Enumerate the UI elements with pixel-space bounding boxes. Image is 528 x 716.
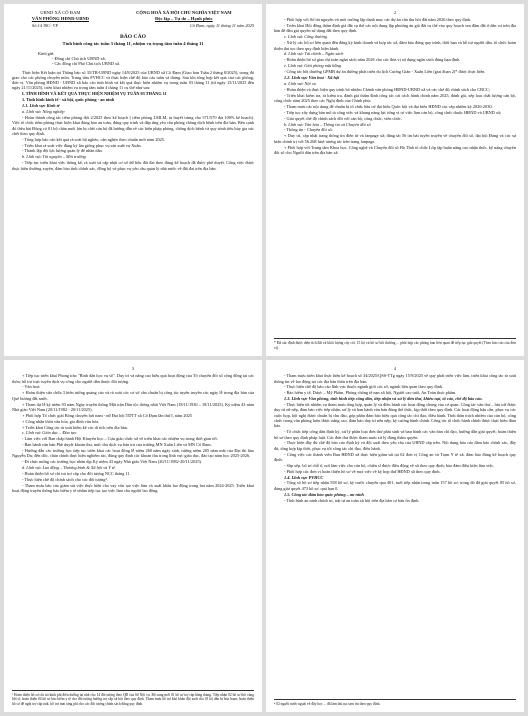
footnote-text: * Đã xác định được diện tích đất và khối lượng cây cối, 15 hộ và hồ sơ bồi thường ... phối hợp các phòng ban liên quan để tiếp tục giải quyết (Theo báo cáo của đơn vị). bbox=[274, 341, 516, 350]
paragraph: 1.3. Lĩnh vực Văn phòng, tình hình tiếp công dân, tiếp nhận và xử lý đơn thư, khiếu nại, tố cáo, chế độ báo cáo. bbox=[284, 396, 483, 402]
paragraph: - Hoàn thiện và thực hiện quy trình bổ nhiệm Chánh văn phòng HĐND-UBND xã và các chế độ chính sách cho CBCC; bbox=[284, 86, 490, 92]
document-page-3 bbox=[4, 360, 262, 712]
paragraph: - Phối hợp các đơn vị hoàn thiện hồ sơ về mọi việc về kỳ họp thứ HĐND xã theo quy định. bbox=[284, 468, 441, 474]
report-title: BÁO CÁO bbox=[120, 34, 146, 41]
paragraph: 1.4. Lĩnh vực PVHCC bbox=[284, 474, 324, 480]
issuing-agency bbox=[12, 10, 109, 21]
document-reference-row bbox=[12, 23, 254, 28]
document-number: Số:14 /BC- VP bbox=[32, 23, 58, 29]
footnote bbox=[12, 690, 254, 706]
paragraph: + Phối hợp Tổ chức giải Bóng chuyền hơi nam - nữ Đại hội TDTT xã Cổ Đạm lần thứ I, năm 2025 bbox=[22, 412, 192, 418]
paragraph: - Tham mưu các nội dung để chuẩn bị tổ chức bầu cử đại biểu Quốc hội và đại biểu HĐND các cấp nhiệm kỳ 2026-2030; bbox=[284, 103, 493, 109]
paragraph: - Bảo hiểm y tế, Dược – Mỹ Phẩm, Phòng chống tệ nạn xã hội, Người cao tuổi, An Toàn thực phẩm. bbox=[284, 390, 457, 396]
paragraph: - Hoàn thiện hồ sơ giao dự toán ngân sách năm 2026 cho các đơn vị sử dụng ngân sách đúng hạn định. bbox=[284, 57, 461, 63]
paragraph: - Tình hình an ninh chính trị, trật tự an toàn xã hội trên địa bàn cơ bản ổn định. bbox=[284, 497, 420, 503]
nation-name: CỘNG HOÀ XÃ HỘI CHỦ NGHĨA VIỆT NAM bbox=[136, 10, 232, 15]
paragraph: 1.2. Lĩnh vực Văn hoá - Xã hội bbox=[284, 75, 340, 81]
paragraph: I. TÌNH HÌNH VÀ KẾT QUẢ THỰC HIỆN NHIỆM VỤ TUẦN 03 THÁNG 11 bbox=[22, 91, 167, 97]
paragraph: d. Lĩnh vực Tài chính – Ngân sách bbox=[284, 51, 344, 57]
paragraph: - Hoàn thiện hồ sơ chi trả trợ cấp cho đối tượng NCC tháng 11. bbox=[22, 471, 131, 477]
paragraph: + Tham dự lễ kỷ niệm 93 năm Ngày truyền thống Mặt trận Dân tộc thống nhất Việt Nam (18/11/1930 – 18/11/2025). Kỷ niệm 43 năm Nhà giáo Việt Nam (20/11/1982 - 20/11/2025). bbox=[12, 401, 254, 412]
document-header bbox=[12, 10, 254, 21]
footnote-text: ³ Hoàn thiện hồ sơ chi trả kinh phí điều dưỡng tại nhà cho 14 đối tượng theo QĐ của Sở Nội vụ. Bổ sung mới 01 hồ sơ trợ cấp hằng tháng. Tiếp nhận 02 hồ sơ thờ cúng liệt sĩ; hoàn thiện 04 hồ sơ bảo hiểm y tế cho đối tượng hưởng trợ cấp xã hội theo quy định. Tham mưu hỗ trợ khó khăn đột xuất cho 01 hộ dân bị hỏa hoạn; hoàn thiện hồ sơ đề nghị trợ cấp tuất, hỗ trợ mai táng phí cho các đối tượng chính sách đúng quy định. bbox=[12, 692, 254, 706]
paragraph: b. Lĩnh vực Tài nguyên – Môi trường bbox=[22, 154, 86, 160]
paragraph: - Tổ chức tiếp công dân định kỳ, xử lý phân loại đơn thư phát sinh và ban hành các văn bản chỉ đạo, hướng dẫn giải quyết; hoàn thiện hồ sơ theo quy định pháp luật. Các đơn thư được tham mưu xử lý đúng thẩm quyền. bbox=[274, 429, 516, 440]
paragraph: - Ban hành văn bản Phê duyệt khoản thu, mức thu dịch vụ bán trú của trường MN Xuân Liên và MN Cổ Đạm. bbox=[22, 442, 212, 448]
national-header bbox=[114, 10, 254, 21]
paragraph: c. Lĩnh vực Công thương bbox=[284, 34, 327, 40]
paragraph: + Phối hợp với Trung tâm Khoa học, Công nghệ và Chuyển đổi số Hà Tĩnh tổ chức Lớp tập huấn nâng cao nhận thức, kỹ năng chuyển đổi số cho Người dân trên địa bàn xã. bbox=[274, 144, 516, 155]
paragraph: - Hướng dẫn các trường học tiếp tục triển khai các hoạt động lễ niệm 260 năm ngày sinh, tưởng niệm 205 năm mất của Đại thi hào Nguyễn Du; đến dốc, chăn chỉnh thực hiện nghiêm túc, đúng quy định các khoản thu trong lĩnh vực giáo dục, đào tạo năm học 2025-2026. bbox=[12, 448, 254, 459]
paragraph: - Sắp xếp, bố trí chỗ ở, nơi làm việc cho cán bộ, chiến sĩ được điều động về xã theo quy định; bảo đảm điều kiện làm việc. bbox=[284, 462, 495, 468]
paragraph: - Làm việc với Ban chấp hành Hội Khuyến học – Cựu giáo chức xã về triển khai các nhiệm vụ trong thời gian tới. bbox=[22, 436, 218, 442]
paragraph: + Tiếp tục triển khai Phong trào "Bình dân học vụ số". Duy trì và nâng cao hiệu quả hoạt động của Tổ chuyển đổi số cộng đồng tại các thôn; hỗ trợ trực tuyến dịch vụ công cho người dân thuộc đối tượng. bbox=[12, 373, 254, 384]
paragraph: + Triển khai Công tác rà soát kiểm kê các di tích trên địa bàn. bbox=[22, 424, 128, 430]
paragraph: - Tổng số hồ sơ tiếp nhận 558 hồ sơ, kỳ trước chuyển qua 401, mới tiếp nhận trong tuần 157 hồ sơ; trong đó đã giải quyết 85 hồ sơ, đang giải quyết 473 hồ sơ, quá hạn 0. bbox=[274, 480, 516, 491]
paragraph: c. Lĩnh vực Giáo dục – Đào tạo bbox=[22, 430, 77, 436]
page-4-body bbox=[274, 373, 516, 503]
paragraph: + Hoàn thiện sửa chữa 3 biển tường quảng cáo và rà soát các cơ sở cần chuẩn bị công tác tuyên truyền các ngày lễ trong địa bàn của Quê hương đất nước. bbox=[12, 390, 254, 401]
paragraph: 1.5. Công tác đảm bảo quốc phòng – an ninh bbox=[284, 491, 364, 497]
paragraph: - Triển khai rà soát việc đăng ký lúa giống phục vụ sản xuất vụ Xuân. bbox=[22, 142, 142, 148]
recipient-1: - Đồng chí Chủ tịch UBND xã; bbox=[52, 55, 106, 61]
paragraph: a. Lĩnh vực Nông nghiệp bbox=[22, 109, 65, 115]
paragraph: - Đi chúc mừng các trường học nhân dịp Kỷ niệm 43 ngày Nhà giáo Việt Nam (20/11/1982-20/11/2025). bbox=[22, 459, 203, 465]
paragraph: - Tiếp tục xây dựng bản mô tả công việc và khung năng lực từng vị trí việc làm cán bộ, công chức thuộc HĐND và UBND xã; bbox=[284, 109, 502, 115]
paragraph: - Thực hiện tốt nhiệm vụ tham mưu tổng hợp, quản lý và điều hành các hoạt động chung của cơ quan. Công tác văn thư – lưu trữ được duy trì nề nếp, đảm bảo việc tiếp nhận, xử lý và ban hành văn bản đúng thể thức, kịp thời theo quy định. Các hoạt động hậu cần, phục vụ các cuộc họp, hội nghị được chuẩn bị chu đáo, góp phần đảm bảo hiệu quả công tác chỉ đạo, điều hành. Tình thần trách nhiệm của cán bộ, công chức trong văn phòng luôn được nâng cao, đảm bảo duy trì nền nếp, kỷ cương hành chính. Công tác tổ chức hành chính được thực hiện đảm bảo. bbox=[274, 402, 517, 429]
paragraph: - Giải quyết chế độ chính sách đối với cán bộ, công chức, viên chức. bbox=[284, 115, 402, 121]
paragraph: d. Lĩnh vực Lao động – Thương binh & Xã hội và Y tế bbox=[22, 465, 115, 471]
document-page-1 bbox=[4, 4, 262, 356]
paragraph: - Phối hợp với Sở tài nguyên và môi trường lập danh mục các dự án cần thu hồi đất năm 2026 theo quy định. bbox=[284, 17, 472, 23]
paragraph: - Văn hoá: bbox=[22, 384, 41, 390]
document-page-2 bbox=[266, 4, 524, 356]
paragraph: - Xử lý các hồ sơ liên quan đến đăng ký kinh doanh và hợp tác xã, đảm bảo đúng quy trình, thời hạn và hỗ trợ người dân, tổ chức hoàn thiện thủ tục theo quy định hiện hành. bbox=[274, 40, 516, 51]
paragraph: - Thực hiện đầy đủ chế độ báo cáo định kỳ và đột xuất theo yêu cầu của UBND cấp trên. Nội dung báo cáo đảm bảo chính xác, đầy đủ, tổng hợp kịp thời, phục vụ tốt công tác chỉ đạo, điều hành. bbox=[274, 440, 516, 451]
paragraph: a. Lĩnh vực Nội vụ bbox=[284, 80, 316, 86]
paragraph: - Hoàn thành công tác tiêm phòng đợt 2/2025 theo kế hoạch ( tiêm phòng LMLM, tụ huyết trùng cho 571/570 đạt 100% kế hoạch). Việc tổ chức tiêm phòng thực hiện khai đúng bảo an toàn, đúng quy trình và đáp ứng yêu cầu phòng chống dịch bệnh trên địa bàn. Bên cạnh đó thêu bài Đông có 01 hộ chăn nuôi lợn bị chết cán bộ đã hướng dẫn về các biện pháp phòng, chống dịch bệnh và quy trình tiêu hủy gia súc chết theo quy định. bbox=[12, 114, 254, 136]
paragraph: e. Lĩnh vực Giải phóng mặt bằng bbox=[284, 63, 341, 69]
paragraph: - Triển khai Hội đồng thẩm định giá đất cụ thể các nội dung lập phương án giá đất cụ thể vào quy hoạch sen đầm đất ở dân cư trên địa bàn để đầu giá quyền sử dụng đất theo quy định. bbox=[274, 23, 516, 34]
paragraph: - Công việc các thành viên Ban HĐND xã thực hiện giám sát tại 02 đơn vị Công an và Trạm Y tế xã, đảm bảo đúng kế hoạch quy định. bbox=[274, 451, 516, 462]
paragraph: - Thông tin - Chuyển đổi số: bbox=[284, 127, 333, 133]
footnote-text: ⁴ 02 người nước ngoài về đây học ... đã làm thủ tục tạm trú theo quy định. bbox=[274, 701, 381, 706]
paragraph: - Thực hiện chế độ báo cáo lĩnh vực thuộc ngành giới các sở, ngành liên quan theo quy định. bbox=[284, 384, 444, 390]
document-date: Cổ Đạm, ngày 11 tháng 11 năm 2025 bbox=[189, 23, 254, 29]
page-3-body bbox=[12, 373, 254, 493]
paragraph: - Tổng hợp báo cáo kết quả rà soát hộ nghèo, cận nghèo theo chuẩn mới năm 2025. bbox=[22, 136, 166, 142]
national-motto: Độc lập – Tự do – Hạnh phúc bbox=[154, 15, 213, 21]
paragraph: 1.1. Lĩnh vực Kinh tế bbox=[22, 103, 60, 109]
paragraph: + Công nhận thôn văn hóa, gia đình văn hóa. bbox=[22, 418, 100, 424]
paragraph: + Duy trì, cập nhật trang thông tin điện tử và fanpage xã; đăng tải 56 tin bài tuyên truyền về chuyển đổi số, đại hội Đảng và các sự kiện chính trị với 56.268 lượt tương tác trên trang fanpage. bbox=[274, 133, 516, 144]
paragraph: - Thành lập đội lực lượng quản lý đê nhân dân. bbox=[22, 148, 103, 154]
page-number: 3 bbox=[131, 366, 135, 371]
agency-line-1: UBND XÃ CÔ ĐẠM bbox=[40, 10, 81, 15]
paragraph: - Tham mưu triển khai thực hiện kế hoạch số 34/2025/QSS-TTg ngày 15/9/2025 về quy phát triển việc làm, triển khai công tác rà soát thông tin về lao động tại các địa bàn thôn trên địa bàn. bbox=[274, 373, 516, 384]
document-page-4 bbox=[266, 360, 524, 712]
page-number: 4 bbox=[393, 366, 397, 371]
paragraph: - Công tác bồi thường GPMB dự án đường phát triển du lịch Cương Gián - Xuân Liên (giai đoạn 2)* được thực hiện. bbox=[284, 69, 486, 75]
report-subtitle: Tình hình công tác tuần 3 tháng 11, nhiệm vụ trọng tâm tuần 4 tháng 11 bbox=[62, 41, 204, 47]
page-1-body bbox=[12, 70, 254, 171]
recipient-2: - Các đồng chí Phó Chủ tịch UBND xã. bbox=[52, 61, 121, 67]
page-number: 2 bbox=[393, 10, 397, 15]
footnote bbox=[274, 699, 516, 706]
recipient-label: Kính gửi: bbox=[38, 50, 55, 56]
agency-line-2: VĂN PHÒNG HĐND-UBND bbox=[31, 15, 89, 21]
paragraph: Thực hiện Kết luận tại Thông báo số 35/TB-UBND ngày 14/8/2025 của UBND xã Cổ Đạm (Giao ban Tuần 2 tháng 8/2025), trong đó giao cho các phòng chuyên môn, Trung tâm PVHCC và thực hiện chế độ báo cáo tuần và tháng. Sau khi tổng hợp kết quả của các phòng, đơn vị. Văn phòng HĐND - UBND xã báo cáo tình hình và kết quả thực hiện nhiệm vụ trong tuần 03 tháng 11 (từ ngày 15/11/2025 đến ngày 21/11/2025), triển khai nhiệm vụ trọng tâm tuần 4 tháng 11 cụ thể như sau: bbox=[12, 69, 254, 91]
page-2-body bbox=[274, 17, 516, 155]
paragraph: - Tham mưu báo cáo giám sát việc thực hiện cho vay vốn tạo việc làm và xuất khẩu lao động trong hai năm 2024-2025. Triển khai hoạt động truyền thông bảo hiểm y tế nhằm tiếp tục tạo việc làm cho người lao động. bbox=[12, 482, 254, 494]
footnote bbox=[274, 338, 516, 350]
paragraph: 1. Tình hình kinh tế - xã hội, quốc phòng - an ninh bbox=[22, 97, 115, 103]
paragraph: b. Lĩnh vực Văn hóa – Thông tin và Chuyển đổi số bbox=[284, 121, 371, 127]
paragraph: - Tiếp tục triển khai việc thống kê, rà soát và cập nhật cơ sở dữ liệu đất đai theo đúng kế hoạch đã được phê duyệt. Công việc được thực hiện thường xuyên, đảm bảo tính chính xác, đồng bộ và phục vụ yêu cầu quản lý nhà nước về đất đai trên địa bàn. bbox=[12, 160, 254, 171]
paragraph: - Thực hiện chế độ chính sách cho các đối tượng³. bbox=[22, 476, 108, 482]
paragraph: - Triển khai kiểm tra, rà kiểm tra, đánh giá thẩm định công tác cải cách hành chính năm 2025, đánh giá, xếp loại chất lượng cán bộ, công chức năm 2025 theo các Nghị định của Chính phủ; bbox=[274, 92, 516, 103]
